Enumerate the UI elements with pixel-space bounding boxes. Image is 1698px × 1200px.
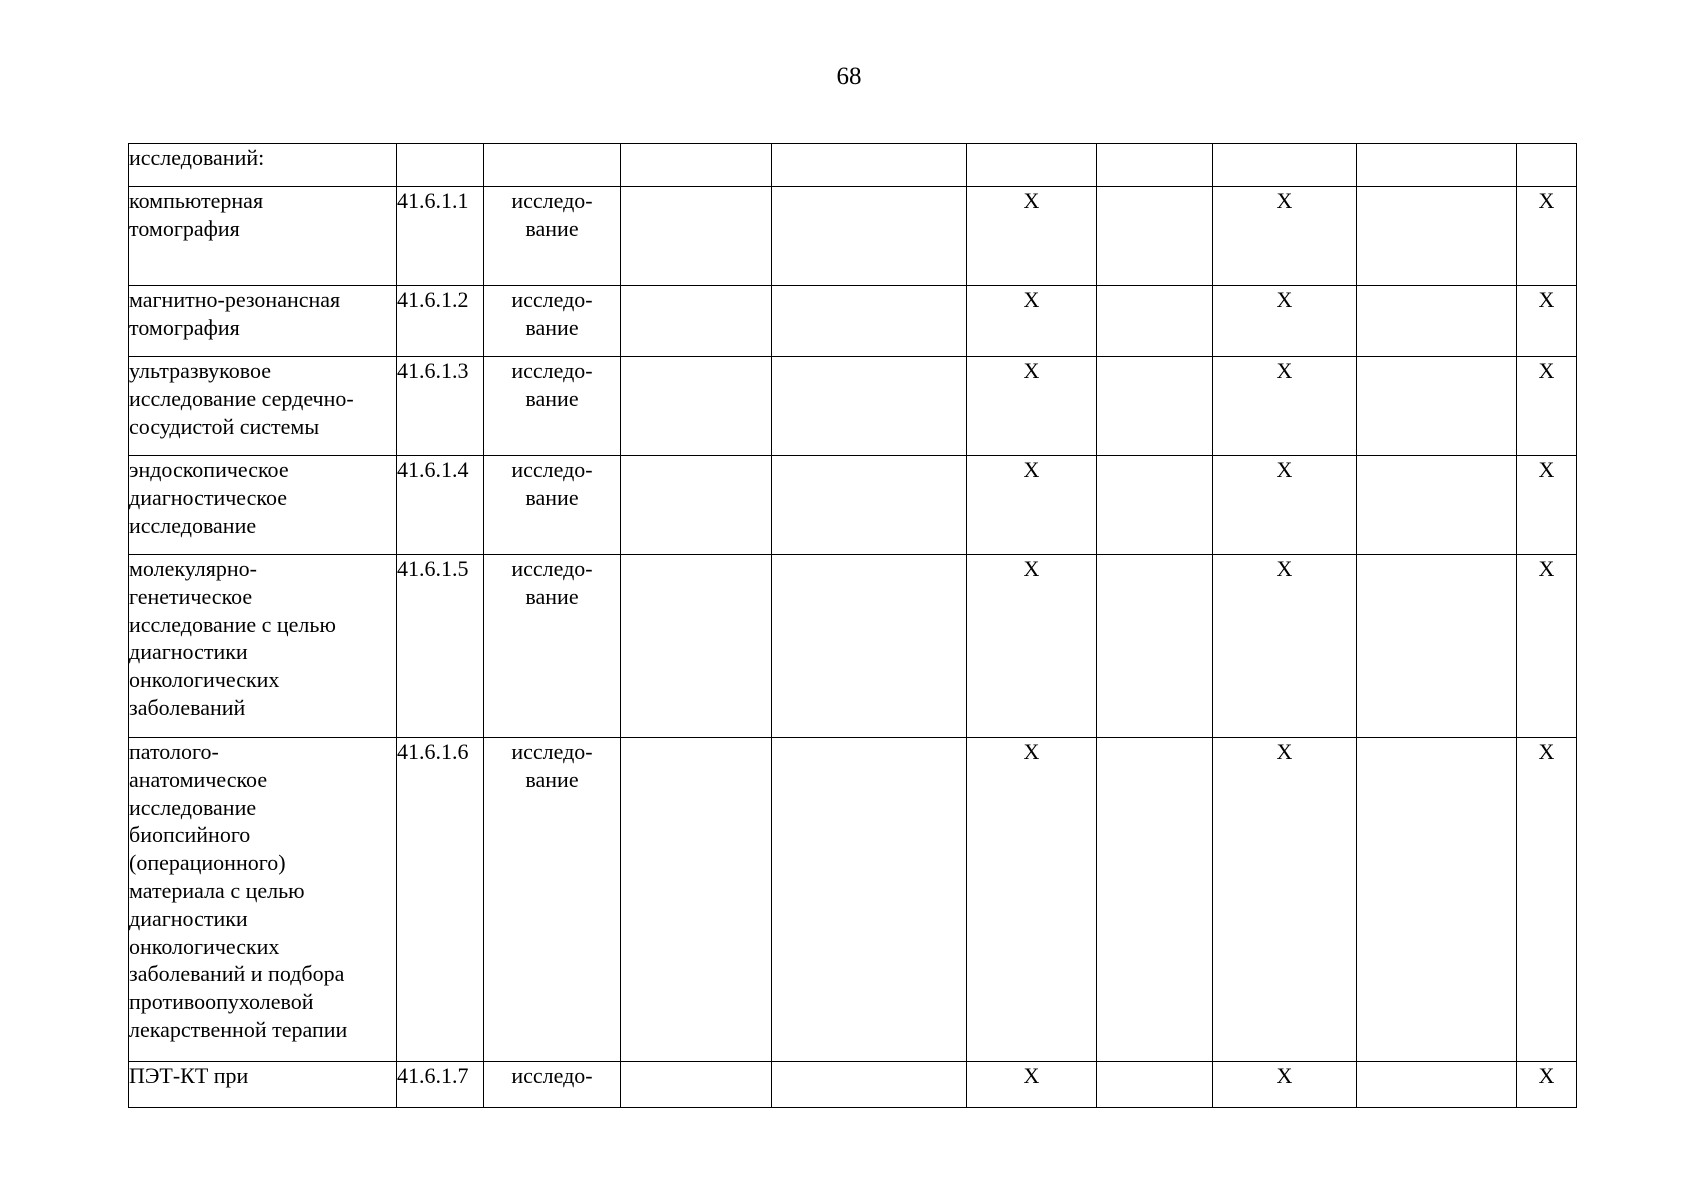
mark-cell [967,456,1097,555]
unit-cell [484,555,621,738]
mark-x: X [1276,287,1293,312]
mark-x: X [1023,1063,1040,1088]
mark-cell [1517,456,1577,555]
mark-x: X [1538,457,1555,482]
service-name-cell [129,1062,397,1108]
mark-cell [772,456,967,555]
mark-cell [1213,555,1357,738]
mark-cell [967,738,1097,1062]
mark-cell [1357,144,1517,187]
mark-cell [1097,1062,1213,1108]
service-code-cell [397,286,484,357]
mark-cell [1357,555,1517,738]
unit-of-measure: исследо- вание [511,188,593,241]
services-table [128,143,1577,1108]
mark-cell [772,286,967,357]
unit-cell [484,187,621,286]
mark-cell [621,144,772,187]
mark-cell [1213,456,1357,555]
mark-cell [621,286,772,357]
mark-cell [1357,357,1517,456]
mark-cell [621,738,772,1062]
unit-of-measure: исследо- [511,1063,593,1088]
service-code: 41.6.1.6 [397,739,469,764]
service-code-cell [397,187,484,286]
mark-cell [967,555,1097,738]
mark-cell [967,357,1097,456]
mark-cell [1357,456,1517,555]
unit-of-measure: исследо- вание [511,739,593,792]
mark-x: X [1023,287,1040,312]
unit-cell [484,286,621,357]
mark-cell [772,187,967,286]
table-row [129,456,1577,555]
mark-cell [1517,187,1577,286]
service-name-cell [129,738,397,1062]
mark-cell [1097,286,1213,357]
mark-cell [621,187,772,286]
mark-cell [1357,1062,1517,1108]
service-name: ультразвуковое исследование сердечно- сосудистой системы [129,358,354,439]
service-code-cell [397,555,484,738]
mark-x: X [1023,358,1040,383]
mark-cell [621,456,772,555]
mark-cell [1213,357,1357,456]
service-name-cell [129,456,397,555]
mark-x: X [1276,457,1293,482]
service-code-cell [397,357,484,456]
mark-x: X [1023,556,1040,581]
mark-cell [1213,144,1357,187]
service-name-cell [129,187,397,286]
mark-cell [1517,286,1577,357]
unit-cell [484,144,621,187]
mark-cell [772,738,967,1062]
mark-x: X [1276,188,1293,213]
mark-x: X [1538,556,1555,581]
table-row [129,555,1577,738]
mark-cell [1097,357,1213,456]
service-code-cell [397,144,484,187]
unit-of-measure: исследо- вание [511,287,593,340]
mark-cell [1517,357,1577,456]
service-name-cell [129,357,397,456]
unit-cell [484,456,621,555]
service-code-cell [397,1062,484,1108]
service-name-cell [129,555,397,738]
mark-cell [621,357,772,456]
unit-cell [484,738,621,1062]
service-name: магнитно-резонансная томография [129,287,341,340]
mark-cell [1357,738,1517,1062]
service-code: 41.6.1.7 [397,1063,469,1088]
service-code: 41.6.1.4 [397,457,469,482]
service-name-cell [129,144,397,187]
service-name: эндоскопическое диагностическое исследование [129,457,289,538]
mark-cell [967,144,1097,187]
mark-cell [1517,144,1577,187]
mark-cell [1097,456,1213,555]
table-row [129,357,1577,456]
mark-x: X [1276,556,1293,581]
table-row [129,286,1577,357]
mark-cell [1357,286,1517,357]
service-name: компьютерная томография [129,188,264,241]
service-code: 41.6.1.5 [397,556,469,581]
mark-x: X [1538,1063,1555,1088]
mark-cell [772,1062,967,1108]
service-code-cell [397,738,484,1062]
mark-cell [967,286,1097,357]
unit-of-measure: исследо- вание [511,556,593,609]
mark-cell [1357,187,1517,286]
service-name: исследований: [129,145,265,170]
table-row [129,144,1577,187]
table-row [129,1062,1577,1108]
table-row [129,187,1577,286]
mark-x: X [1023,188,1040,213]
table-row [129,738,1577,1062]
mark-cell [1213,286,1357,357]
mark-x: X [1276,1063,1293,1088]
mark-cell [1097,738,1213,1062]
unit-cell [484,357,621,456]
service-code: 41.6.1.1 [397,188,469,213]
mark-cell [1213,187,1357,286]
mark-cell [967,1062,1097,1108]
mark-cell [772,555,967,738]
mark-x: X [1538,287,1555,312]
mark-x: X [1023,457,1040,482]
mark-x: X [1023,739,1040,764]
unit-cell [484,1062,621,1108]
mark-cell [1097,144,1213,187]
service-code: 41.6.1.3 [397,358,469,383]
mark-cell [621,1062,772,1108]
mark-cell [1097,187,1213,286]
service-code-cell [397,456,484,555]
mark-x: X [1276,739,1293,764]
mark-x: X [1538,188,1555,213]
service-name: ПЭТ-КТ при [129,1063,249,1088]
mark-cell [772,144,967,187]
unit-of-measure: исследо- вание [511,358,593,411]
mark-cell [967,187,1097,286]
mark-cell [1517,555,1577,738]
page-number: 68 [836,63,862,90]
mark-cell [1517,738,1577,1062]
mark-x: X [1538,358,1555,383]
mark-x: X [1538,739,1555,764]
service-name: молекулярно- генетическое исследование с целью диагностики онкологических заболеваний [129,556,336,720]
service-code: 41.6.1.2 [397,287,469,312]
service-name-cell [129,286,397,357]
mark-cell [772,357,967,456]
mark-cell [621,555,772,738]
mark-cell [1213,738,1357,1062]
mark-cell [1517,1062,1577,1108]
service-name: патолого- анатомическое исследование биопсийного (операционного) материала с целью диагностики онкологических заболеваний и подбора противоопухолевой лекарственной терапии [129,739,348,1042]
mark-x: X [1276,358,1293,383]
mark-cell [1097,555,1213,738]
unit-of-measure: исследо- вание [511,457,593,510]
mark-cell [1213,1062,1357,1108]
